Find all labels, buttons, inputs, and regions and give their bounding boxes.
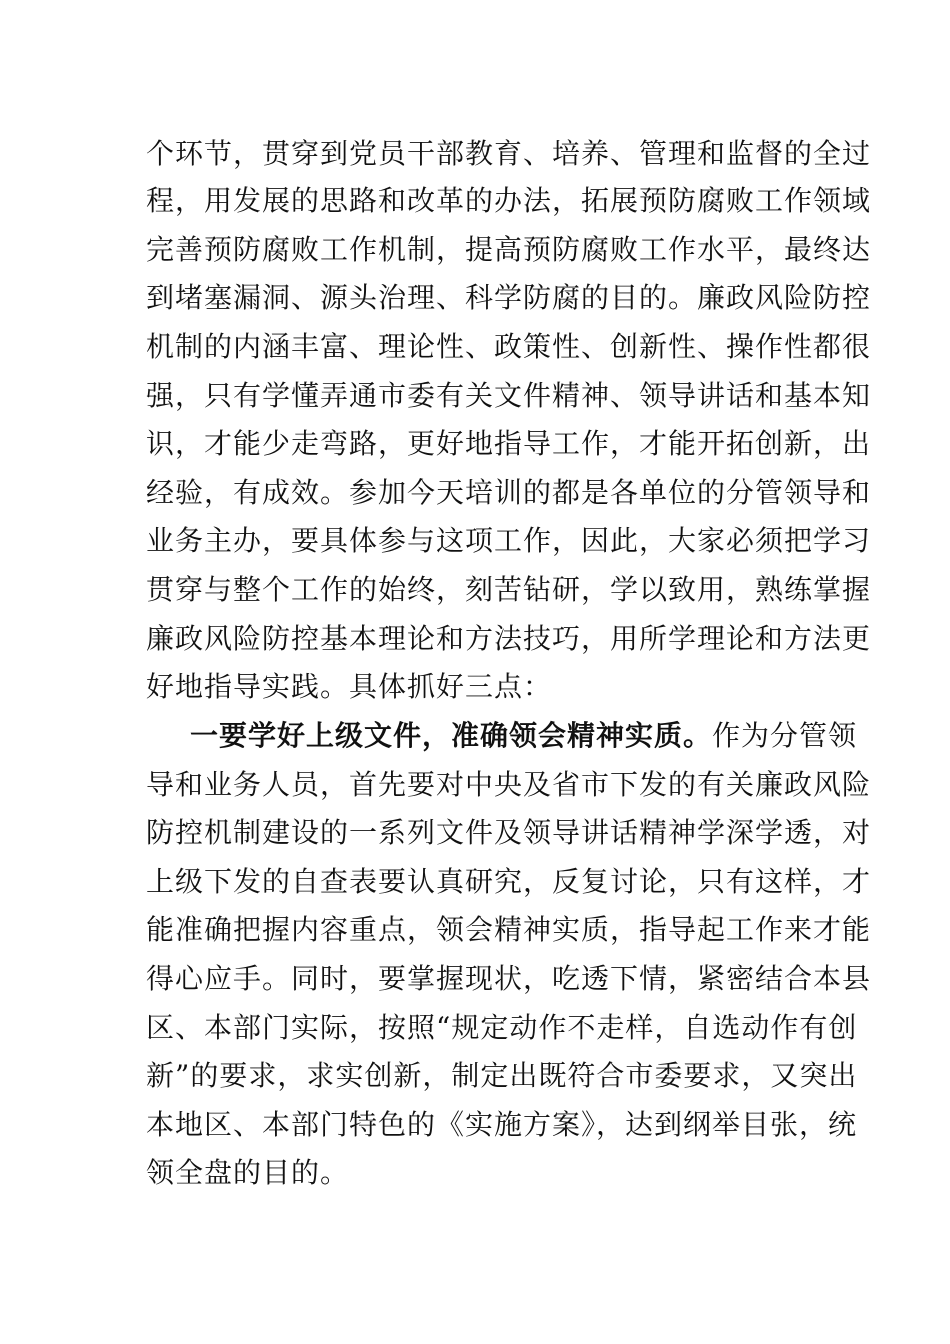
body-text-line: 上级下发的自查表要认真研究，反复讨论，只有这样，才 <box>146 865 872 898</box>
body-text-line: 经验，有成效。参加今天培训的都是各单位的分管领导和 <box>146 476 872 509</box>
body-text-line: 到堵塞漏洞、源头治理、科学防腐的目的。廉政风险防控 <box>146 281 872 314</box>
body-text-line: 强，只有学懂弄通市委有关文件精神、领导讲话和基本知 <box>146 379 872 412</box>
body-text-line: 程，用发展的思路和改革的办法，拓展预防腐败工作领域 <box>146 184 872 217</box>
body-text-line: 导和业务人员，首先要对中央及省市下发的有关廉政风险 <box>146 768 872 801</box>
body-text-line: 得心应手。同时，要掌握现状，吃透下情，紧密结合本县 <box>146 962 872 995</box>
body-text-line: 区、本部门实际，按照“规定动作不走样，自选动作有创 <box>146 1011 858 1044</box>
body-text-line: 业务主办，要具体参与这项工作，因此，大家必须把学习 <box>146 524 872 557</box>
body-text-line: 识，才能少走弯路，更好地指导工作，才能开拓创新，出 <box>146 427 872 460</box>
body-text-line: 能准确把握内容重点，领会精神实质，指导起工作来才能 <box>146 913 872 946</box>
body-text-line: 领全盘的目的。 <box>146 1156 350 1189</box>
body-text-line: 个环节，贯穿到党员干部教育、培养、管理和监督的全过 <box>146 137 872 170</box>
body-text-line: 完善预防腐败工作机制，提高预防腐败工作水平，最终达 <box>146 233 872 266</box>
body-text-line: 本地区、本部门特色的《实施方案》，达到纲举目张，统 <box>146 1108 858 1141</box>
body-text-line: 新”的要求，求实创新，制定出既符合市委要求，又突出 <box>146 1059 858 1092</box>
body-text-line: 机制的内涵丰富、理论性、政策性、创新性、操作性都很 <box>146 330 872 363</box>
point-one-first-line <box>190 718 858 754</box>
point-one-heading: 一要学好上级文件，准确领会精神实质。 <box>190 719 713 752</box>
body-text-line: 防控机制建设的一系列文件及领导讲话精神学深学透，对 <box>146 816 872 849</box>
body-text-line: 廉政风险防控基本理论和方法技巧，用所学理论和方法更 <box>146 622 872 655</box>
body-text-line: 贯穿与整个工作的始终，刻苦钻研，学以致用，熟练掌握 <box>146 573 872 606</box>
point-one-text: 作为分管领 <box>712 719 858 752</box>
body-text-line: 好地指导实践。具体抓好三点： <box>146 670 553 703</box>
